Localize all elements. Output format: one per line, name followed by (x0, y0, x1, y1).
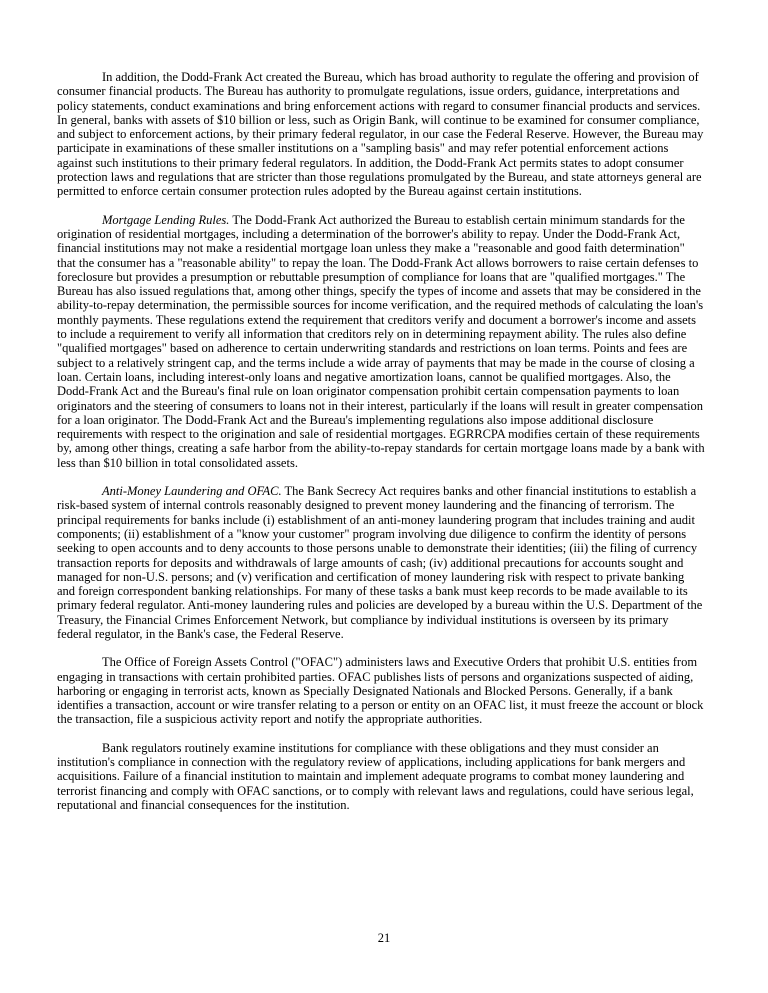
paragraph-lead-italic: Mortgage Lending Rules. (102, 212, 230, 227)
paragraph-text: In addition, the Dodd-Frank Act created the Bureau, which has broad authority to regulate the offering and provision of consumer financial products. The Bureau has authority to promulgate regulations, issue orders, guidance, interpretations and policy statements, conduct examinations and bring enforcement actions with regard to consumer financial products and services. In general, banks with assets of $10 billion or less, such as Origin Bank, will continue to be examined for consumer compliance, and subject to enforcement actions, by their primary federal regulator, in our case the Federal Reserve. However, the Bureau may participate in examinations of these smaller institutions on a "sampling basis" and may refer potential enforcement actions against such institutions to their primary federal regulators. In addition, the Dodd-Frank Act permits states to adopt consumer protection laws and regulations that are stricter than those regulations promulgated by the Bureau, and state attorneys general are permitted to enforce certain consumer protection rules adopted by the Bureau against certain institutions. (57, 70, 704, 199)
paragraph-ofac-office (57, 655, 705, 726)
paragraph-text: Bank regulators routinely examine institutions for compliance with these obligations and they must consider an institution's compliance in connection with the regulatory review of applications, including applications for bank mergers and acquisitions. Failure of a financial institution to maintain and implement adequate programs to combat money laundering and terrorist financing and comply with OFAC sanctions, or to comply with relevant laws and regulations, could have serious legal, reputational and financial consequences for the institution. (57, 740, 694, 812)
paragraph-aml-ofac (57, 484, 705, 641)
paragraph-dodd-frank-bureau (57, 70, 705, 199)
paragraph-text: The Bank Secrecy Act requires banks and other financial institutions to establish a risk-based system of internal controls reasonably designed to prevent money laundering and the financing of terrorism. The principal requirements for banks include (i) establishment of an anti-money laundering program that includes training and audit components; (ii) establishment of a "know your customer" program involving due diligence to confirm the identity of persons seeking to open accounts and to deny accounts to those persons unable to demonstrate their identities; (iii) the filing of currency transaction reports for deposits and withdrawals of large amounts of cash; (iv) additional precautions for accounts sought and managed for non-U.S. persons; and (v) verification and certification of money laundering risk with respect to private banking and foreign correspondent banking relationships. For many of these tasks a bank must keep records to be made available to its primary federal regulator. Anti-money laundering rules and policies are developed by a bureau within the U.S. Department of the Treasury, the Financial Crimes Enforcement Network, but compliance by individual institutions is overseen by its primary federal regulator, in the Bank's case, the Federal Reserve. (57, 484, 703, 641)
paragraph-text: The Dodd-Frank Act authorized the Bureau to establish certain minimum standards for the origination of residential mortgages, including a determination of the borrower's ability to repay. Under the Dodd-Frank Act, financial institutions may not make a residential mortgage loan unless they make a "reasonable and good faith determination" that the consumer has a "reasonable ability" to repay the loan. The Dodd-Frank Act allows borrowers to raise certain defenses to foreclosure but provides a presumption or rebuttable presumption of compliance for loans that are "qualified mortgages." The Bureau has also issued regulations that, among other things, specify the types of income and assets that may be considered in the ability-to-repay determination, the permissible sources for income verification, and the required methods of calculating the loan's monthly payments. These regulations extend the requirement that creditors verify and document a borrower's income and assets to include a requirement to verify all information that creditors rely on in determining repayment ability. The rules also define "qualified mortgages" based on adherence to certain underwriting standards and restrictions on loan terms. Points and fees are subject to a relatively stringent cap, and the terms include a wide array of payments that may be made in the course of closing a loan. Certain loans, including interest-only loans and negative amortization loans, cannot be qualified mortgages. Also, the Dodd-Frank Act and the Bureau's final rule on loan originator compensation prohibit certain compensation payments to loan originators and the steering of consumers to loans not in their interest, particularly if the loans will result in greater compensation for a loan originator. The Dodd-Frank Act and the Bureau's implementing regulations also impose additional disclosure requirements with respect to the origination and sale of residential mortgages. EGRRCPA modifies certain of these requirements by, among other things, creating a safe harbor from the ability-to-repay standards for certain mortgage loans made by a bank with less than $10 billion in total consolidated assets. (57, 212, 705, 470)
paragraph-text: The Office of Foreign Assets Control ("OFAC") administers laws and Executive Orders that prohibit U.S. entities from engaging in transactions with certain prohibited parties. OFAC publishes lists of persons and organizations suspected of aiding, harboring or engaging in terrorist acts, known as Specially Designated Nationals and Blocked Persons. Generally, if a bank identifies a transaction, account or wire transfer relating to a person or entity on an OFAC list, it must freeze the account or block the transaction, file a suspicious activity report and notify the appropriate authorities. (57, 655, 704, 727)
paragraph-mortgage-lending-rules (57, 213, 705, 470)
paragraph-lead-italic: Anti-Money Laundering and OFAC. (102, 484, 282, 499)
page-body-text (57, 70, 705, 826)
paragraph-bank-regulators (57, 741, 705, 812)
page-number: 21 (377, 931, 391, 945)
